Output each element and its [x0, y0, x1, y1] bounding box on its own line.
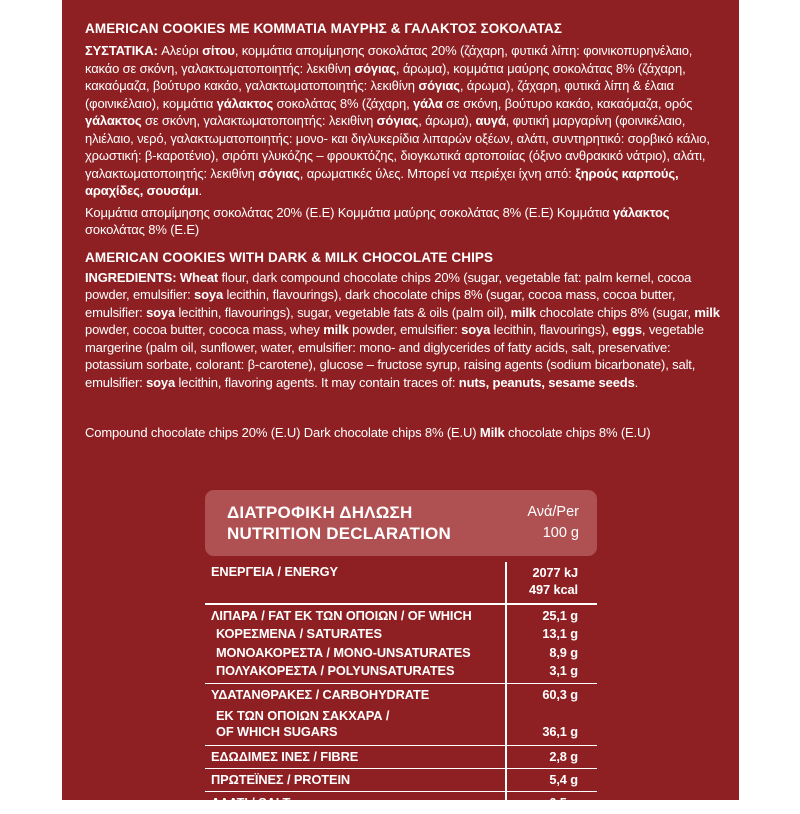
- saturates-row: [205, 625, 597, 644]
- english-title: AMERICAN COOKIES WITH DARK & MILK CHOCOLATE CHIPS: [85, 249, 494, 265]
- per-label: Ανά/Per: [527, 504, 579, 520]
- nutrition-per-column: [527, 502, 579, 544]
- mono-unsaturates-value: 8,9 g: [549, 644, 578, 660]
- sugars-label-en: OF WHICH SUGARS: [216, 724, 338, 739]
- sugars-value: 36,1 g: [542, 724, 578, 739]
- fat-value: 25,1 g: [542, 607, 578, 623]
- energy-value: [529, 564, 578, 598]
- greek-ingredients: ΣΥΣΤΑΤΙΚΑ: Αλεύρι σίτου, κομμάτια απομίμησης σοκολάτας 20% (ζάχαρη, φυτικά λίπη: φοινικοπυρηνέλαιο, κακάο σε σκόνη, γαλακτωματοποιητής: λεκιθίνη σόγιας, άρωμα), κομμάτια μαύρης σοκολάτας 8% (ζάχαρη, κακαόμαζα, βούτυρο κακάο, γαλακτωματοποιητής: λεκιθίνη σόγιας, άρωμα), ζάχαρη, φυτικά λίπη & έλαια (φοινικέλαιο), κομμάτια γάλακτος σοκολάτας 8% (ζάχαρη, γάλα σε σκόνη, βούτυρο κακάο, κακαόμαζα, ορός γάλακτος σε σκόνη, γαλακτωματοποιητής: λεκιθίνη σόγιας, άρωμα), αυγά, φυτική μαργαρίνη (φοινικέλαιο, ηλιέλαιο, νερό, γαλακτωματοποιητής: μονο- και διγλυκερίδια λιπαρών οξέων, αλάτι, συντηρητικό: σορβικό κάλιο, χρωστική: β-καροτένιο), σιρόπι γλυκόζης – φρουκτόζης, διογκωτικά αρτοποιίας (όξινο ανθρακικό νάτριο), αλάτι, γαλακτωματοποιητής: λεκιθίνη σόγιας, αρωματικές ύλες. Μπορεί να περιέχει ίχνη από: ξηρούς καρπούς, αραχίδες, σουσάμι.: [85, 43, 710, 198]
- nutrition-header: [205, 490, 597, 556]
- mono-unsaturates-label: ΜΟΝΟΑΚΟΡΕΣΤΑ / MONO-UNSATURATES: [216, 644, 471, 660]
- protein-label: ΠΡΩΤΕΪΝΕΣ / PROTEIN: [211, 771, 351, 787]
- sugars-label: [216, 708, 389, 741]
- fibre-label: ΕΔΩΔΙΜΕΣ ΙΝΕΣ / FIBRE: [211, 748, 359, 764]
- nutrition-header-title: [227, 502, 451, 544]
- fibre-value: 2,8 g: [549, 748, 578, 764]
- ingredients-section: [85, 0, 723, 442]
- nutrition-title-el: ΔΙΑΤΡΟΦΙΚΗ ΔΗΛΩΣΗ: [227, 503, 413, 522]
- per-amount: 100 g: [542, 525, 579, 541]
- polyunsaturates-value: 3,1 g: [549, 663, 578, 678]
- polyunsaturates-label: ΠΟΛΥΑΚΟΡΕΣΤΑ / POLYUNSATURATES: [216, 663, 455, 678]
- protein-row: [205, 769, 597, 791]
- nutrition-title-en: NUTRITION DECLARATION: [227, 524, 451, 543]
- greek-chips-note: Κομμάτια απομίμησης σοκολάτας 20% (Ε.Ε) Κομμάτια μαύρης σοκολάτας 8% (Ε.Ε) Κομμάτια γάλακτος σοκολάτας 8% (Ε.Ε): [85, 204, 670, 237]
- sugars-label-el: ΕΚ ΤΩΝ ΟΠΟΙΩΝ ΣΑΚΧΑΡΑ /: [216, 707, 390, 723]
- mono-unsaturates-row: [205, 644, 597, 663]
- fat-label: ΛΙΠΑΡΑ / FAT ΕΚ ΤΩΝ ΟΠΟΙΩΝ / OF WHICH: [211, 607, 472, 623]
- fibre-row: [205, 746, 597, 768]
- energy-kj: 2077 kJ: [532, 565, 578, 580]
- carbohydrate-value: 60,3 g: [542, 687, 578, 702]
- salt-value: 0,5 g: [549, 794, 578, 810]
- nutrition-declaration: [205, 490, 597, 814]
- greek-title: AMERICAN COOKIES ΜΕ ΚΟΜΜΑΤΙΑ ΜΑΥΡΗΣ & ΓΑΛΑΚΤΟΣ ΣΟΚΟΛΑΤΑΣ: [85, 21, 563, 36]
- carbohydrate-row: [205, 684, 597, 705]
- carbohydrate-label: ΥΔΑΤΑΝΘΡΑΚΕΣ / CARBOHYDRATE: [211, 687, 430, 702]
- energy-label: ΕΝΕΡΓΕΙΑ / ENERGY: [211, 564, 338, 579]
- fat-row: [205, 605, 597, 626]
- salt-label: ΑΛΑΤΙ / SALT: [211, 794, 291, 810]
- saturates-value: 13,1 g: [542, 626, 578, 641]
- salt-row: [205, 792, 597, 814]
- english-ingredients: INGREDIENTS: Wheat flour, dark compound chocolate chips 20% (sugar, vegetable fat: palm kernel, cocoa powder, emulsifier: soya lecithin, flavourings), dark chocolate chips 8% (sugar, cocoa mass, cocoa butter, emulsifier: soya lecithin, flavourings), sugar, vegetable fats & oils (palm oil), milk chocolate chips 8% (sugar, milk powder, cocoa butter, cococa mass, whey milk powder, emulsifier: soya lecithin, flavourings), eggs, vegetable margerine (palm oil, sunflower, water, emulsifier: mono- and diglycerides of fatty acids, salt, preservative: potassium sorbate, colorant: β-carotene), glucose – fructose syrup, raising agents (sodium bicarbonate), salt, emulsifier: soya lecithin, flavoring agents. It may contain traces of: nuts, peanuts, sesame seeds.: [85, 269, 720, 390]
- nutrition-table: [205, 561, 597, 814]
- english-chips-note: Compound chocolate chips 20% (E.U) Dark chocolate chips 8% (E.U) Milk chocolate chips 8% (E.U): [85, 425, 651, 440]
- label-panel: [62, 0, 739, 810]
- sugars-row: [205, 707, 597, 745]
- protein-value: 5,4 g: [549, 771, 578, 787]
- polyunsaturates-row: [205, 662, 597, 683]
- column-divider: [505, 562, 507, 813]
- energy-kcal: 497 kcal: [528, 582, 578, 597]
- energy-row: [205, 561, 597, 603]
- saturates-label: ΚΟΡΕΣΜΕΝΑ / SATURATES: [216, 626, 382, 641]
